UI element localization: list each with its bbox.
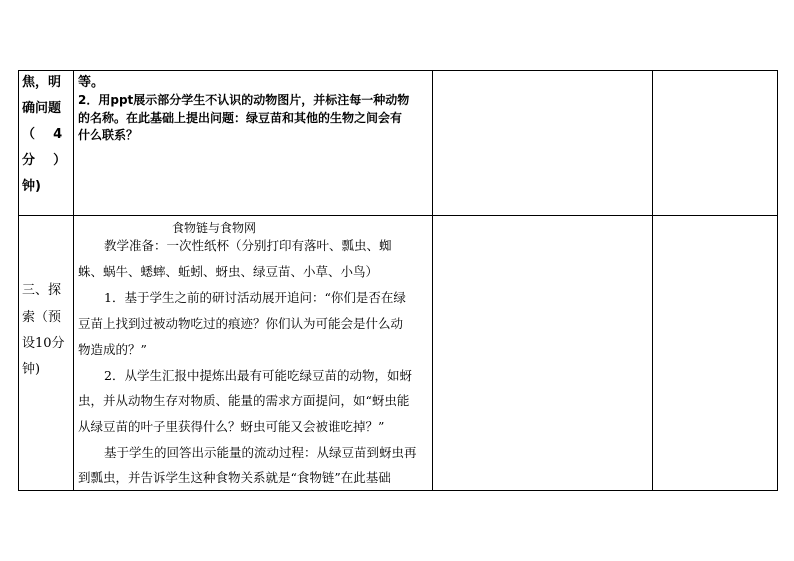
row1-label-line: 分 ） xyxy=(22,153,67,168)
row2-label-line: 设10分 xyxy=(22,336,65,351)
section-title: 食物链与食物网 xyxy=(172,221,257,235)
row2-content-line: 虫，并从动物生存对物质、能量的需求方面提问，如“蚜虫能 xyxy=(78,393,410,408)
table-divider-1 xyxy=(73,70,74,491)
row2-label-line: 三、探 xyxy=(22,283,62,298)
row1-content-line: 等。 xyxy=(78,75,105,90)
row1-label-line: （ 4 xyxy=(22,127,63,142)
row2-content-line: 豆苗上找到过被动物吃过的痕迹？你们认为可能会是什么动 xyxy=(78,316,404,331)
table-border-middle xyxy=(18,215,778,216)
row1-content-line: 什么联系？ xyxy=(78,128,139,142)
row2-content-line: 1．基于学生之前的研讨活动展开追问：“你们是否在绿 xyxy=(104,290,406,305)
row1-label-line: 确问题 xyxy=(22,101,62,116)
table-border-top xyxy=(18,70,778,71)
table-divider-2 xyxy=(432,70,433,491)
table-divider-3 xyxy=(652,70,653,491)
table-border-bottom xyxy=(18,490,778,491)
row2-content-line: 到瓢虫，并告诉学生这种食物关系就是“食物链”在此基础 xyxy=(78,470,391,485)
row2-content-line: 蛛、蜗牛、蟋蟀、蚯蚓、蚜虫、绿豆苗、小草、小鸟） xyxy=(78,264,379,279)
table-border-left xyxy=(18,70,19,491)
row2-label-line: 索（预 xyxy=(22,310,62,325)
row1-label-line: 钟) xyxy=(22,179,41,194)
row2-content-line: 基于学生的回答出示能量的流动过程：从绿豆苗到蚜虫再 xyxy=(104,445,417,460)
row2-label-line: 钟) xyxy=(22,362,41,377)
row2-content-line: 教学准备：一次性纸杯（分别打印有落叶、瓢虫、蜘 xyxy=(104,238,392,253)
row2-content-line: 2．从学生汇报中提炼出最有可能吃绿豆苗的动物，如蚜 xyxy=(104,368,412,383)
row1-content-line: 2．用ppt展示部分学生不认识的动物图片，并标注每一种动物 xyxy=(78,93,410,107)
table-border-right xyxy=(777,70,778,491)
row2-content-line: 物造成的？” xyxy=(78,342,147,357)
row2-content-line: 从绿豆苗的叶子里获得什么？蚜虫可能又会被谁吃掉？” xyxy=(78,419,385,434)
row1-content-line: 的名称。在此基础上提出问题：绿豆苗和其他的生物之间会有 xyxy=(78,111,403,125)
row1-label-line: 焦，明 xyxy=(22,75,62,90)
